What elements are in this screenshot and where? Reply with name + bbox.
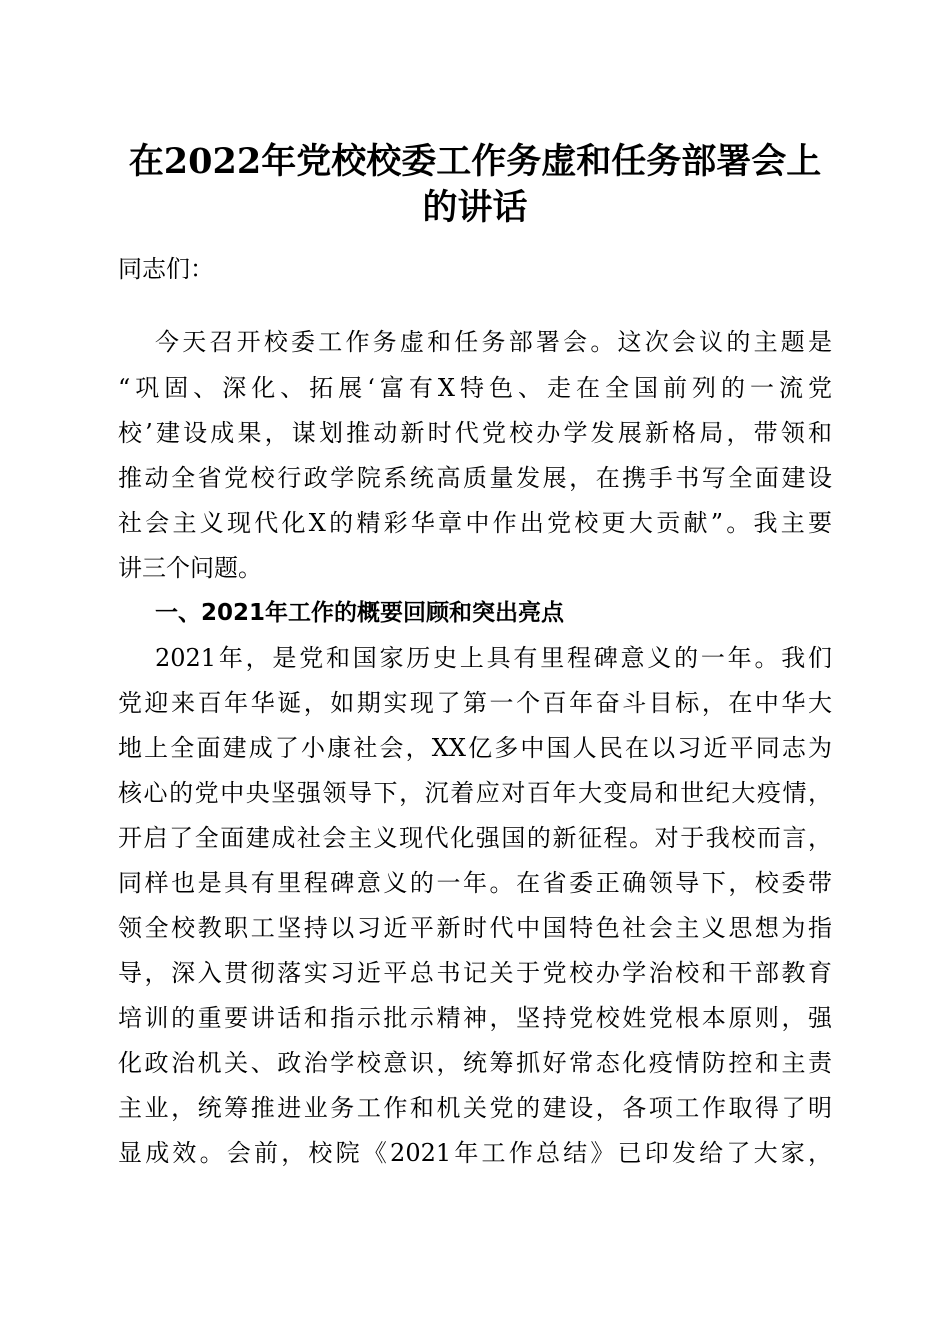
document-title-line-2: 的讲话 xyxy=(422,187,528,228)
paragraph-line: 培训的重要讲话和指示批示精神，坚持党校姓党根本原则，强 xyxy=(118,1004,832,1032)
paragraph-line: 核心的党中央坚强领导下，沉着应对百年大变局和世纪大疫情， xyxy=(118,779,832,807)
paragraph-line: 主业，统筹推进业务工作和机关党的建设，各项工作取得了明 xyxy=(118,1094,832,1122)
section-heading-1: 一、2021年工作的概要回顾和突出亮点 xyxy=(155,600,565,626)
paragraph-line: 今天召开校委工作务虚和任务部署会。这次会议的主题是 xyxy=(155,328,832,356)
paragraph-line: 地上全面建成了小康社会，XX亿多中国人民在以习近平同志为 xyxy=(118,734,832,762)
paragraph-line: 2021年，是党和国家历史上具有里程碑意义的一年。我们 xyxy=(155,644,832,672)
paragraph-line: 化政治机关、政治学校意识，统筹抓好常态化疫情防控和主责 xyxy=(118,1049,832,1077)
paragraph-line: 校’建设成果，谋划推动新时代党校办学发展新格局，带领和 xyxy=(118,419,832,447)
paragraph-line: 同样也是具有里程碑意义的一年。在省委正确领导下，校委带 xyxy=(118,869,832,897)
paragraph-line: 党迎来百年华诞，如期实现了第一个百年奋斗目标，在中华大 xyxy=(118,689,832,717)
paragraph-line: 开启了全面建成社会主义现代化强国的新征程。对于我校而言， xyxy=(118,824,832,852)
paragraph-line: 显成效。会前，校院《2021年工作总结》已印发给了大家， xyxy=(118,1139,832,1167)
salutation: 同志们： xyxy=(118,255,214,283)
paragraph-line: 领全校教职工坚持以习近平新时代中国特色社会主义思想为指 xyxy=(118,914,832,942)
paragraph-line: “巩固、深化、拓展‘富有X特色、走在全国前列的一流党 xyxy=(118,374,832,402)
document-title-line-1: 在2022年党校校委工作务虚和任务部署会上 xyxy=(128,141,822,182)
paragraph-line: 社会主义现代化X的精彩华章中作出党校更大贡献”。我主要 xyxy=(118,509,832,537)
paragraph-line: 推动全省党校行政学院系统高质量发展，在携手书写全面建设 xyxy=(118,464,832,492)
paragraph-line: 导，深入贯彻落实习近平总书记关于党校办学治校和干部教育 xyxy=(118,959,832,987)
paragraph-line: 讲三个问题。 xyxy=(118,554,262,582)
